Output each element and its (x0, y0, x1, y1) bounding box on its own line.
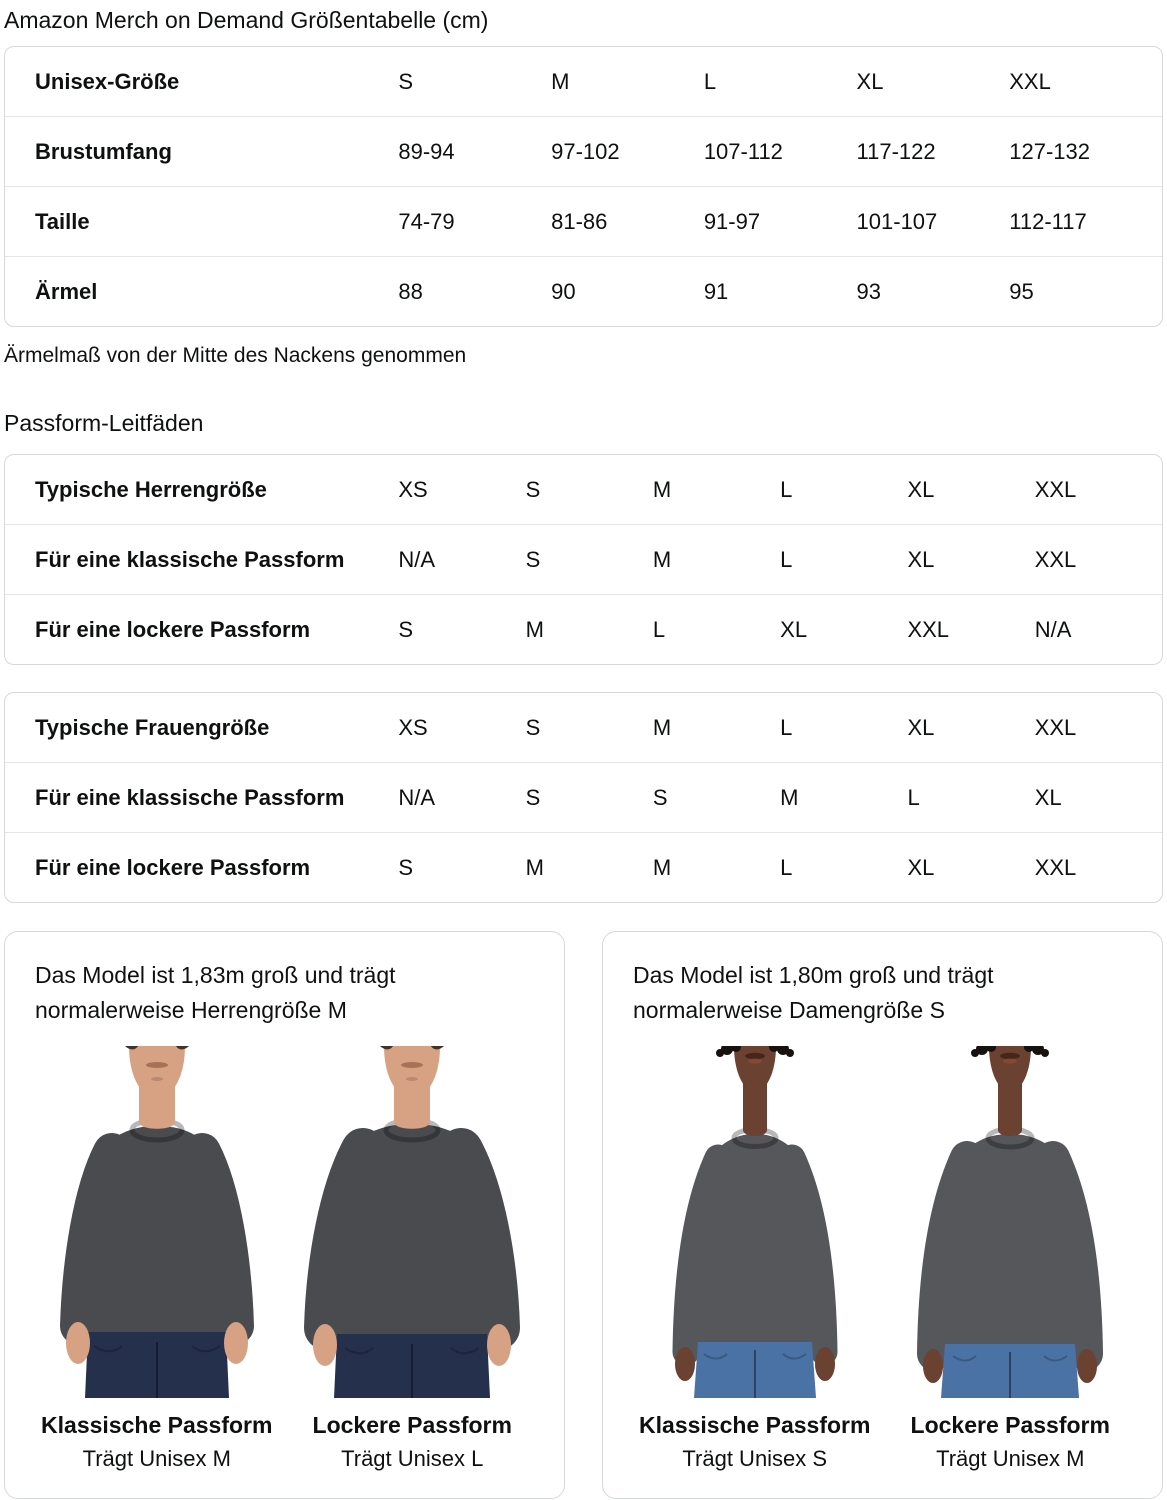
size-cell: M (652, 476, 672, 502)
fit-caption: Klassische Passform (41, 1412, 273, 1438)
fit-caption: Lockere Passform (312, 1412, 512, 1438)
size-cell: XL (1035, 762, 1162, 832)
size-cell: 89-94 (398, 116, 551, 186)
size-cell: L (780, 714, 793, 740)
size-cell: N/A (1035, 594, 1162, 664)
table-row (5, 762, 1162, 832)
table-row (5, 256, 1162, 326)
size-cell: M (653, 524, 780, 594)
size-chart-page (4, 0, 1163, 1499)
size-cell: XXL (907, 594, 1034, 664)
size-cell: N/A (398, 524, 525, 594)
fit-size-caption: Trägt Unisex M (936, 1446, 1085, 1471)
model-photo-men-loose (287, 1046, 537, 1398)
table-row (5, 524, 1162, 594)
size-cell: S (653, 762, 780, 832)
men-fit-table (4, 454, 1163, 665)
table-row (5, 186, 1162, 256)
size-cell: 101-107 (857, 186, 1010, 256)
row-label: Für eine klassische Passform (5, 762, 398, 832)
table-row (5, 47, 1162, 116)
size-cell: M (653, 832, 780, 902)
fit-size-caption: Trägt Unisex M (82, 1446, 231, 1471)
figure-women-classic-fit (627, 1046, 883, 1471)
size-cell: L (653, 594, 780, 664)
table-row (5, 693, 1162, 762)
size-cell: 117-122 (857, 116, 1010, 186)
model-photo-women-classic (630, 1046, 880, 1398)
model-description: Das Model ist 1,83m groß und trägt normalerweise Herrengröße M (35, 962, 396, 1023)
size-cell: S (525, 714, 541, 740)
size-cell: 90 (551, 256, 704, 326)
women-fit-table (4, 692, 1163, 903)
men-model-card (4, 931, 565, 1499)
table-row (5, 832, 1162, 902)
size-cell: 91 (704, 256, 857, 326)
size-cell: 97-102 (551, 116, 704, 186)
size-cell: XL (780, 594, 907, 664)
size-cell: 74-79 (398, 186, 551, 256)
model-cards-row (4, 931, 1163, 1499)
page-title: Amazon Merch on Demand Größentabelle (cm) (4, 7, 489, 33)
size-cell: S (398, 68, 414, 94)
fit-size-caption: Trägt Unisex L (341, 1446, 484, 1471)
size-cell: M (652, 714, 672, 740)
fit-caption: Lockere Passform (910, 1412, 1110, 1438)
fit-size-caption: Trägt Unisex S (682, 1446, 828, 1471)
size-cell: 127-132 (1009, 116, 1162, 186)
size-cell: XL (907, 524, 1034, 594)
row-label: Brustumfang (5, 116, 398, 186)
size-cell: XXL (1034, 476, 1077, 502)
table-row (5, 455, 1162, 524)
table-row (5, 116, 1162, 186)
size-cell: M (551, 68, 570, 94)
model-description: Das Model ist 1,80m groß und trägt normalerweise Damengröße S (633, 962, 994, 1023)
size-cell: N/A (398, 762, 525, 832)
size-cell: 95 (1009, 256, 1162, 326)
size-cell: 81-86 (551, 186, 704, 256)
size-cell: S (398, 594, 525, 664)
row-label: Unisex-Größe (35, 68, 180, 94)
unisex-size-table (4, 46, 1163, 327)
size-cell: XS (398, 476, 428, 502)
size-cell: XXL (1035, 524, 1162, 594)
size-cell: XL (907, 476, 935, 502)
size-cell: XL (907, 832, 1034, 902)
row-label: Taille (5, 186, 398, 256)
figures-row (627, 1046, 1138, 1471)
figure-men-loose-fit (285, 1046, 541, 1471)
row-label: Für eine lockere Passform (5, 832, 398, 902)
size-cell: XL (856, 68, 884, 94)
size-cell: M (526, 832, 653, 902)
size-cell: S (526, 524, 653, 594)
women-model-card (602, 931, 1163, 1499)
size-cell: XXL (1009, 68, 1051, 94)
size-cell: XXL (1034, 714, 1077, 740)
size-cell: 112-117 (1009, 186, 1162, 256)
fit-caption: Klassische Passform (639, 1412, 871, 1438)
size-cell: 91-97 (704, 186, 857, 256)
model-photo-men-classic (32, 1046, 282, 1398)
size-cell: L (780, 524, 907, 594)
model-photo-women-loose (885, 1046, 1135, 1398)
row-label: Für eine klassische Passform (5, 524, 398, 594)
size-cell: 107-112 (704, 116, 857, 186)
row-label: Für eine lockere Passform (5, 594, 398, 664)
size-cell: 88 (398, 256, 551, 326)
size-cell: S (526, 762, 653, 832)
size-cell: XL (907, 714, 935, 740)
size-cell: M (526, 594, 653, 664)
figures-row (29, 1046, 540, 1471)
figure-women-loose-fit (883, 1046, 1139, 1471)
size-cell: XS (398, 714, 428, 740)
size-cell: XXL (1035, 832, 1162, 902)
size-cell: L (703, 68, 717, 94)
row-label: Ärmel (5, 256, 398, 326)
size-cell: S (398, 832, 525, 902)
size-cell: L (780, 476, 793, 502)
sleeve-measure-note: Ärmelmaß von der Mitte des Nackens genommen (4, 344, 467, 367)
table-row (5, 594, 1162, 664)
figure-men-classic-fit (29, 1046, 285, 1471)
fit-guides-title: Passform-Leitfäden (4, 410, 204, 436)
size-cell: L (780, 832, 907, 902)
size-cell: S (525, 476, 541, 502)
size-cell: L (907, 762, 1034, 832)
row-label: Typische Herrengröße (35, 476, 267, 502)
size-cell: M (780, 762, 907, 832)
size-cell: 93 (857, 256, 1010, 326)
row-label: Typische Frauengröße (35, 714, 270, 740)
